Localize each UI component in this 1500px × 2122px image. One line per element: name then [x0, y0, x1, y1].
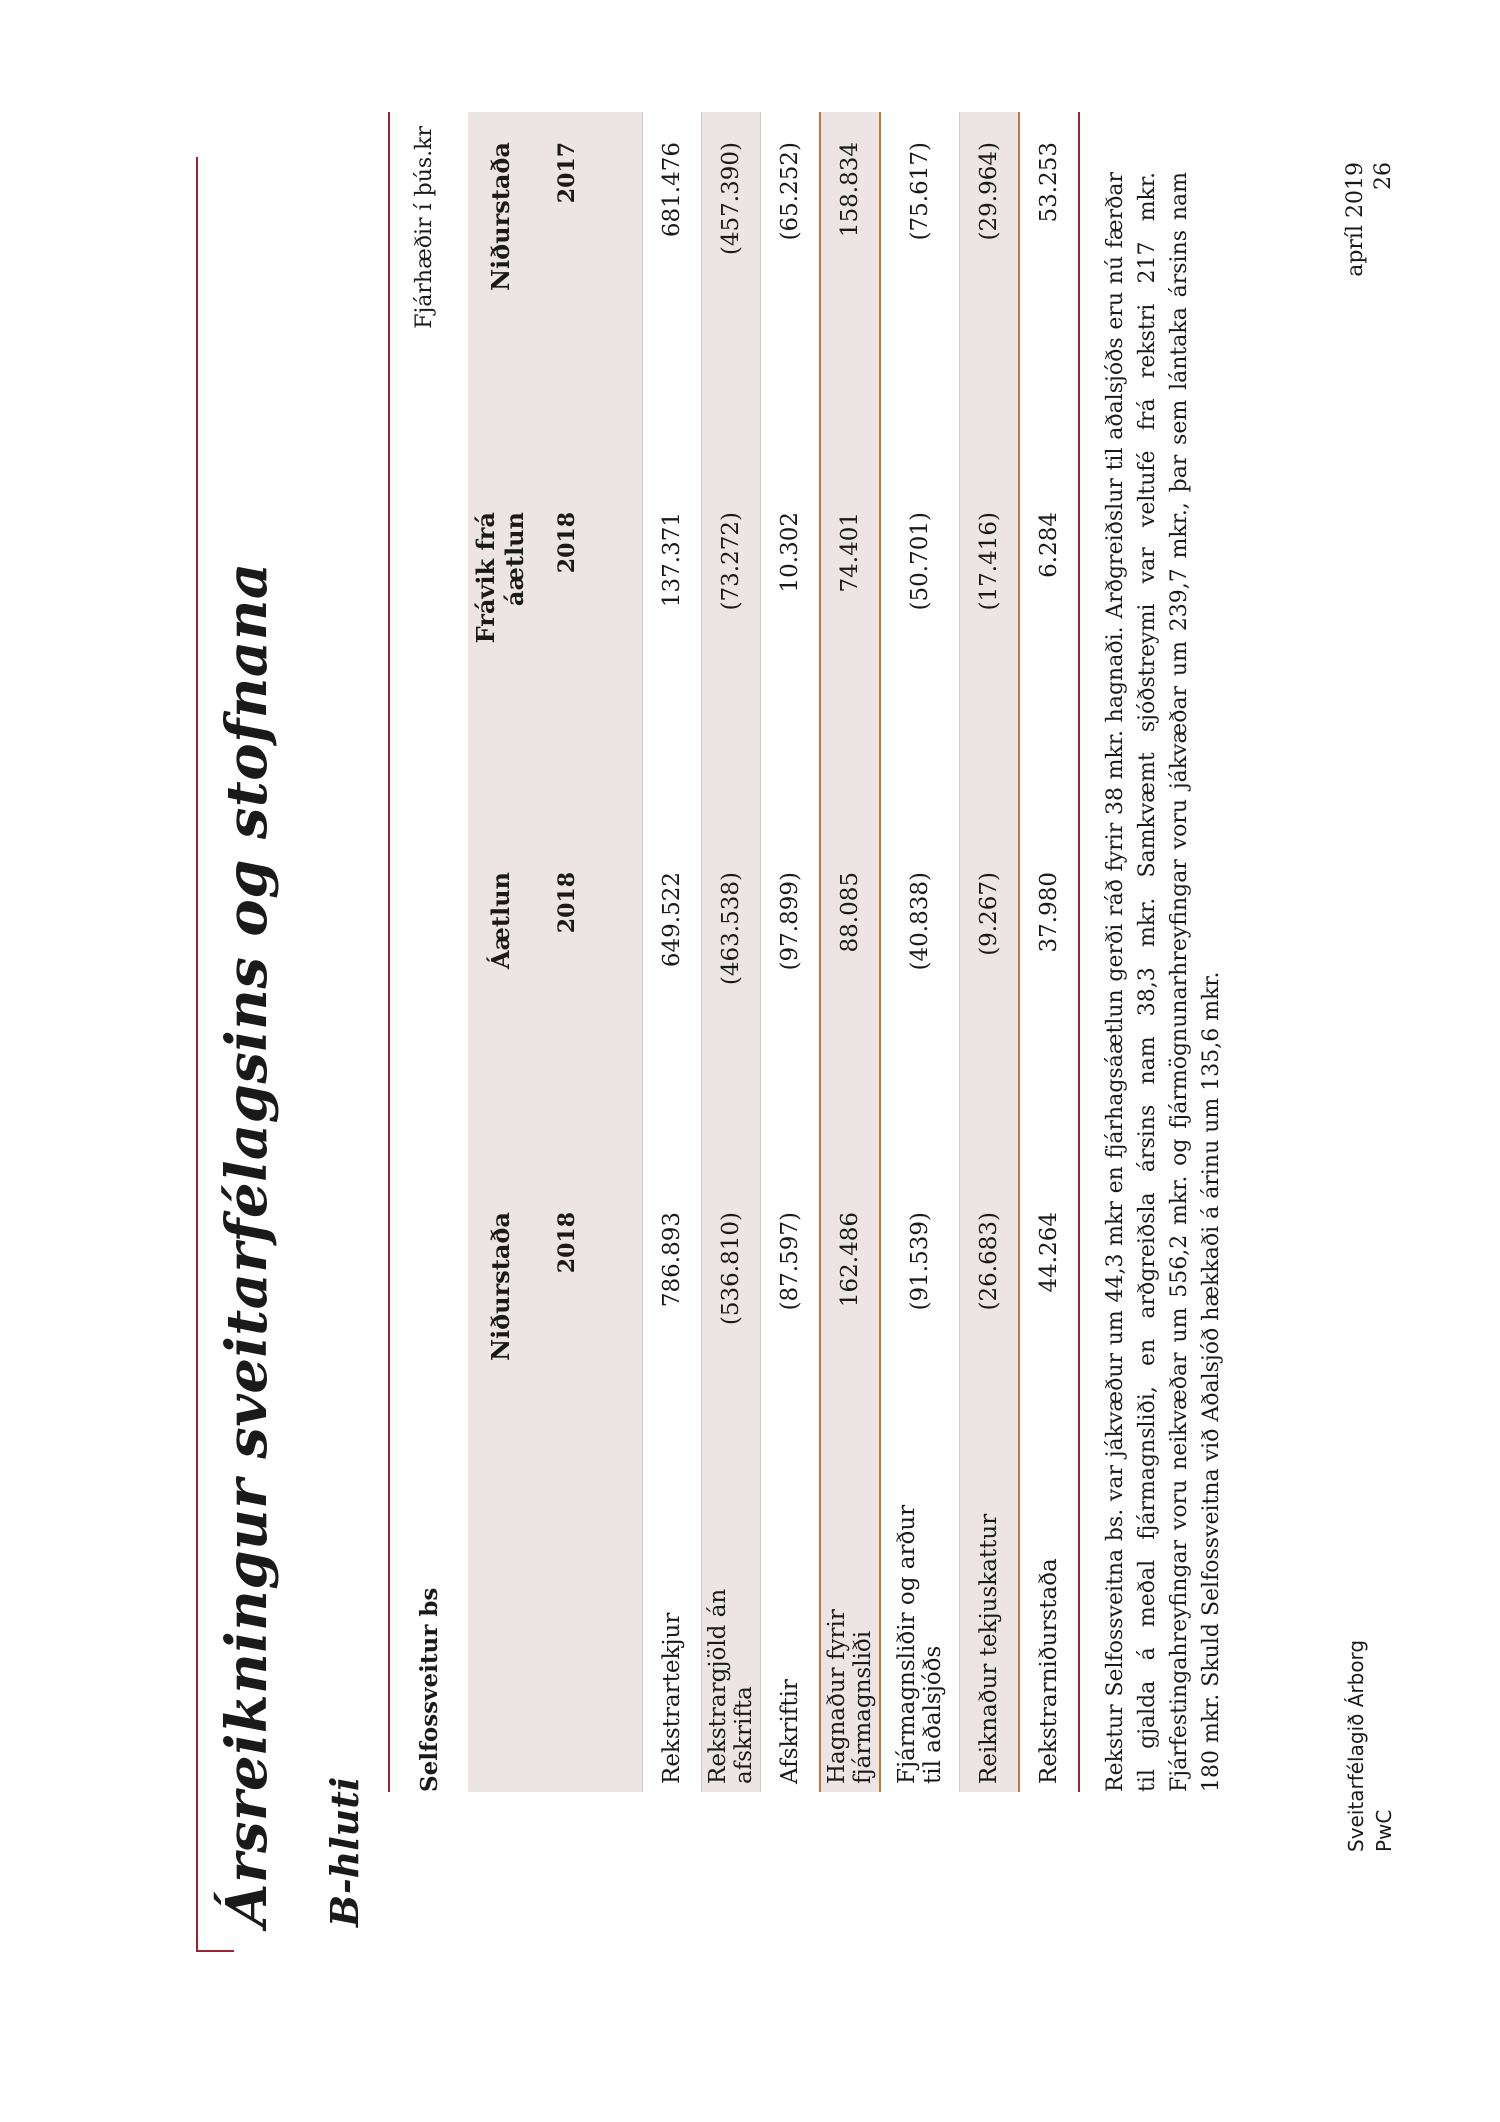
- cell: (91.539): [907, 1212, 933, 1311]
- col-year-4: 2017: [554, 142, 580, 204]
- company-name: Selfossveitur bs: [416, 1587, 443, 1792]
- cell: 681.476: [659, 142, 685, 238]
- footer-left: [1342, 1640, 1398, 1852]
- cell: 786.893: [659, 1212, 685, 1308]
- row-label: Fjármagnsliðir og arður til aðalsjóðs: [893, 1504, 946, 1784]
- table-row: [701, 112, 760, 1792]
- cell: (9.267): [976, 872, 1002, 956]
- cell: 74.401: [837, 512, 863, 593]
- cell: 162.486: [837, 1212, 863, 1308]
- col-year-2: 2018: [554, 872, 580, 934]
- footer-right: [1342, 162, 1398, 342]
- cell: 88.085: [837, 872, 863, 953]
- cell: (65.252): [777, 142, 803, 241]
- row-label: Hagnaður fyrir fjármagnsliði: [823, 1609, 876, 1784]
- page-title: Ársreikningur sveitarfélagsins og stofnana: [214, 562, 280, 1927]
- table-row: [642, 112, 701, 1792]
- column-year-header: [532, 112, 602, 1792]
- cell: (17.416): [976, 512, 1002, 611]
- unit-note: Fjárhæðir í þús.kr: [412, 126, 437, 329]
- cell: (457.390): [718, 142, 744, 256]
- cell: (463.538): [718, 872, 744, 986]
- cell: 53.253: [1036, 142, 1062, 223]
- cell: (29.964): [976, 142, 1002, 241]
- table-row: [760, 112, 819, 1792]
- table-row: [819, 112, 879, 1792]
- col-group-2: Áætlun: [485, 872, 515, 970]
- row-label: Afskriftir: [776, 1679, 803, 1784]
- section-title: B-hluti: [322, 1776, 367, 1927]
- row-label: Rekstrartekjur: [658, 1612, 685, 1784]
- cell: (73.272): [718, 512, 744, 611]
- col-year-1: 2018: [554, 1212, 580, 1274]
- cell: (87.597): [777, 1212, 803, 1311]
- title-rule: [196, 157, 198, 1952]
- cell: 158.834: [837, 142, 863, 238]
- cell: 44.264: [1036, 1212, 1062, 1293]
- table-row: [959, 112, 1018, 1792]
- commentary-paragraph: Rekstur Selfossveitna bs. var jákvæður um 44,3 mkr en fjárhagsáætlun gerði ráð fyrir 38 mkr. hagnaði. Arðgreiðslur til aðalsjóðs eru nú færðar til gjalda á meðal fjármagnsliði, en arðgreiðsla ársins nam 38,3 mkr. Samkvæmt sjóðstreymi var veltufé frá rekstri 217 mkr. Fjárfestingahreyfingar voru neikvæðar um 556,2 mkr. og fjármögnunarhreyfingar voru jákvæðar um 239,7 mkr., þar sem lántaka ársins nam 180 mkr. Skuld Selfossveitna við Aðalsjóð hækkaði á árinu um 135,6 mkr.: [1103, 172, 1224, 1792]
- cell: (40.838): [907, 872, 933, 971]
- cell: (97.899): [777, 872, 803, 971]
- cell: 10.302: [777, 512, 803, 593]
- table-row: [879, 112, 959, 1792]
- footer-org: Sveitarfélagið Árborg: [1344, 1639, 1368, 1852]
- footer-date: apríl 2019: [1343, 162, 1368, 277]
- col-group-4: Niðurstaða: [485, 142, 515, 291]
- col-group-3: Frávik frá áætlun: [471, 512, 529, 644]
- cell: (26.683): [976, 1212, 1002, 1311]
- cell: 649.522: [659, 872, 685, 968]
- page-number: 26: [1371, 162, 1396, 190]
- cell: 137.371: [659, 512, 685, 608]
- column-group-header: [468, 112, 532, 1792]
- cell: 6.284: [1036, 512, 1062, 578]
- cell: 37.980: [1036, 872, 1062, 953]
- col-group-1: Niðurstaða: [485, 1212, 515, 1361]
- cell: (536.810): [718, 1212, 744, 1326]
- results-table: [388, 112, 1080, 1792]
- table-row: [1018, 112, 1080, 1792]
- cell: (50.701): [907, 512, 933, 611]
- footer-firm: PwC: [1372, 1809, 1396, 1852]
- row-label: Reiknaður tekjuskattur: [975, 1513, 1002, 1784]
- row-label: Rekstrargjöld án afskrifta: [704, 1588, 757, 1784]
- col-year-3: 2018: [554, 512, 580, 574]
- header-spacer: [602, 112, 642, 1792]
- title-rule-corner: [196, 1950, 234, 1952]
- row-label: Rekstrarniðurstaða: [1035, 1558, 1062, 1784]
- cell: (75.617): [907, 142, 933, 241]
- table-caption: [390, 112, 468, 1792]
